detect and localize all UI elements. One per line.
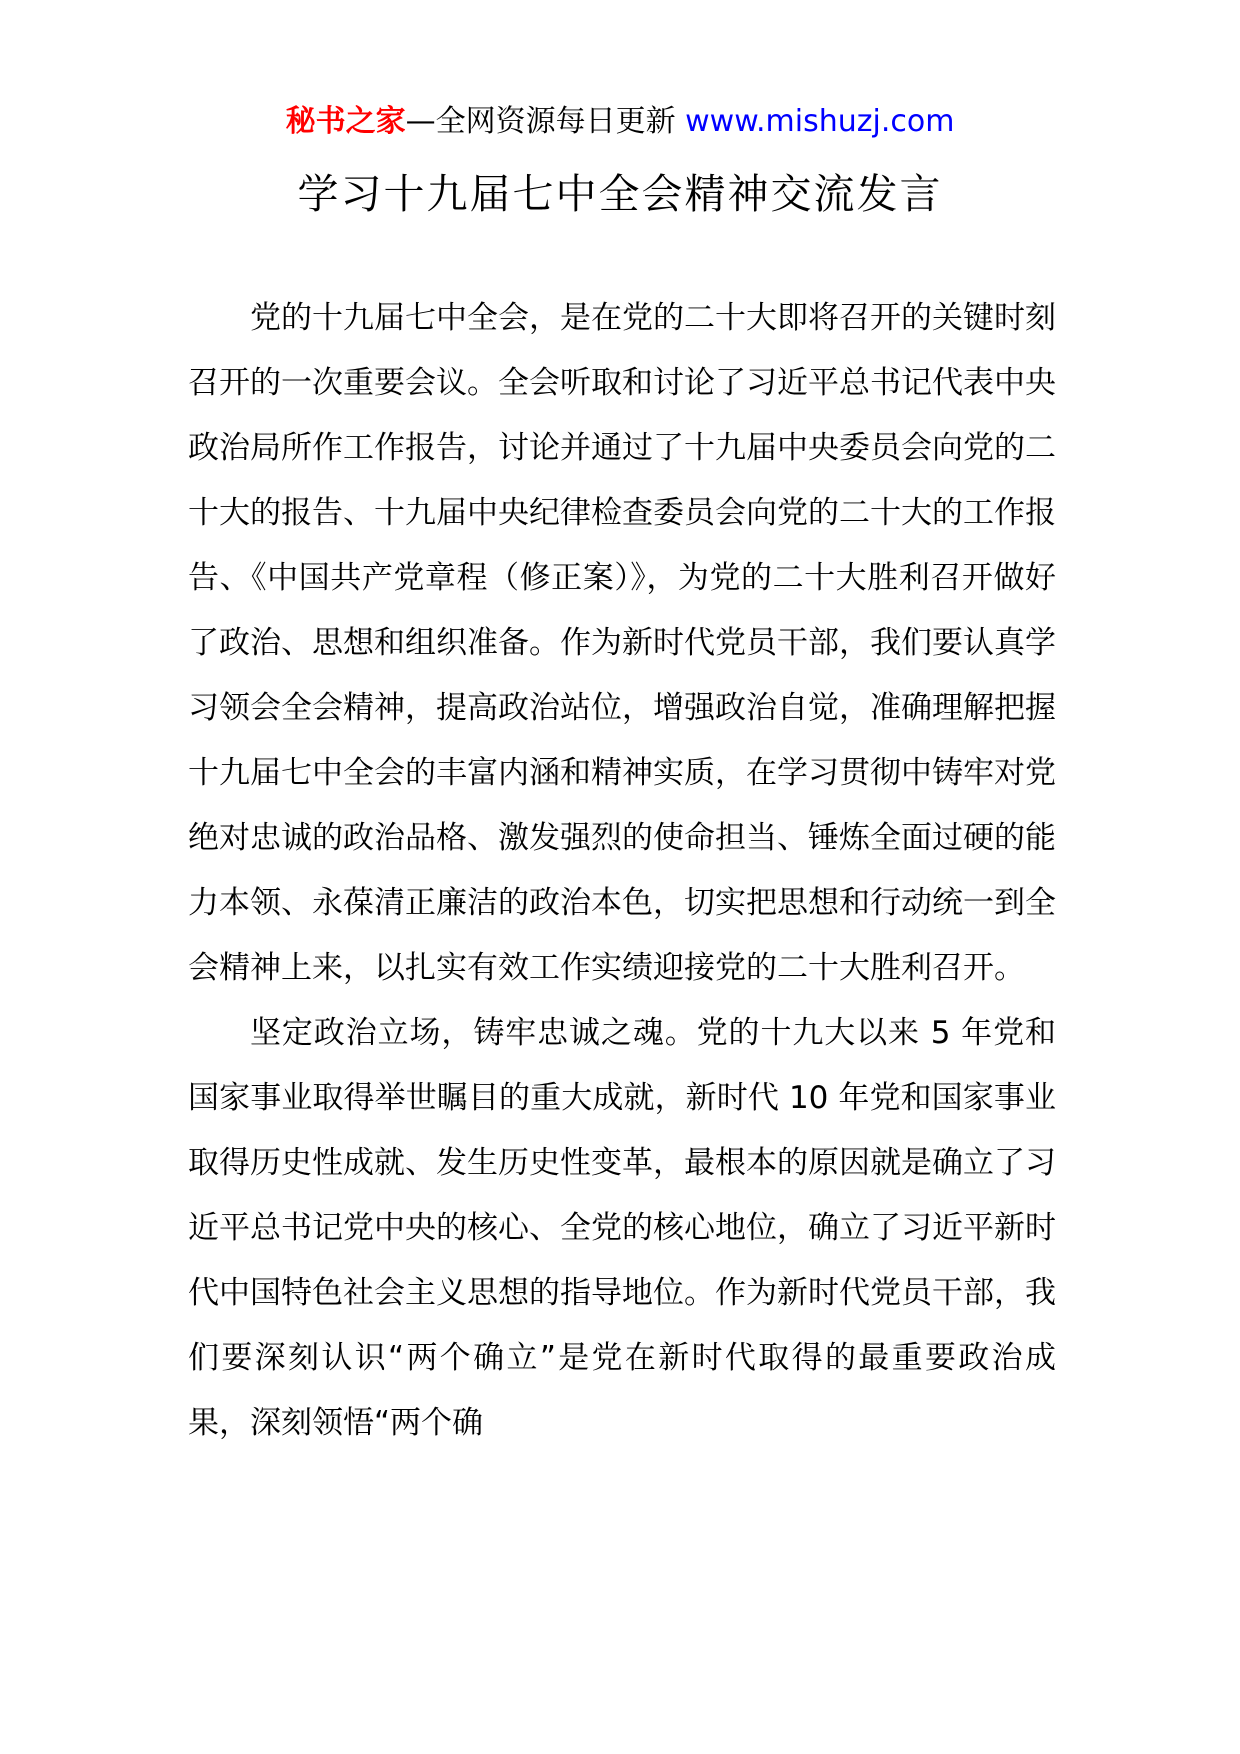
paragraph-2: 坚定政治立场，铸牢忠诚之魂。党的十九大以来 5 年党和国家事业取得举世瞩目的重大成就，新时代 10 年党和国家事业取得历史性成就、发生历史性变革，最根本的原因就是确立了习近平总书记党中央的核心、全党的核心地位，确立了习近平新时代中国特色社会主义思想的指导地位。作为新时代党员干部，我们要深刻认识“两个确立”是党在新时代取得的最重要政治成果，深刻领悟“两个确 <box>188 1015 1056 1441</box>
page-header <box>0 100 1240 144</box>
header-tagline: —全网资源每日更新 <box>405 104 686 139</box>
site-url-link[interactable]: www.mishuzj.com <box>685 104 955 139</box>
brand-name: 秘书之家 <box>285 104 406 139</box>
document-body <box>188 286 1056 1456</box>
paragraph-1: 党的十九届七中全会，是在党的二十大即将召开的关键时刻召开的一次重要会议。全会听取和讨论了习近平总书记代表中央政治局所作工作报告，讨论并通过了十九届中央委员会向党的二十大的报告、十九届中央纪律检查委员会向党的二十大的工作报告、《中国共产党章程（修正案）》，为党的二十大胜利召开做好了政治、思想和组织准备。作为新时代党员干部，我们要认真学习领会全会精神，提高政治站位，增强政治自觉，准确理解把握十九届七中全会的丰富内涵和精神实质，在学习贯彻中铸牢对党绝对忠诚的政治品格、激发强烈的使命担当、锤炼全面过硬的能力本领、永葆清正廉洁的政治本色，切实把思想和行动统一到全会精神上来，以扎实有效工作实绩迎接党的二十大胜利召开。 <box>188 300 1056 986</box>
document-title: 学习十九届七中全会精神交流发言 <box>297 170 943 218</box>
